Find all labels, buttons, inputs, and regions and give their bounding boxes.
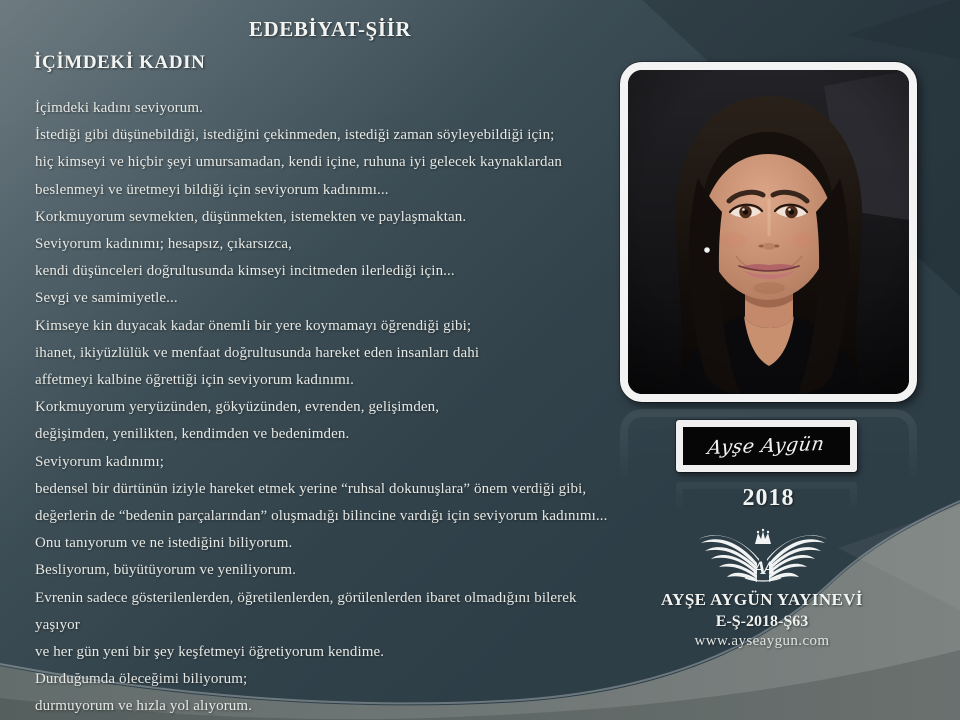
poem-line: ihanet, ikiyüzlülük ve menfaat doğrultusunda hareket eden insanları dahi [35,344,480,361]
poem-line: affetmeyi kalbine öğrettiği için seviyorum kadınımı. [35,372,355,389]
poem-line: Sevgi ve samimiyetle... [35,290,178,307]
poem-line: Seviyorum kadınımı; hesapsız, çıkarsızca, [35,236,292,253]
poem-line: hiç kimseyi ve hiçbir şeyi umursamadan, kendi içine, ruhuna iyi gelecek kaynaklardan [35,154,562,171]
poem-line: Seviyorum kadınımı; [35,453,164,470]
poem-text [35,95,640,720]
poem-line: Kimseye kin duyacak kadar önemli bir yere koymamayı öğrendiği gibi; [35,317,472,334]
publication-year: 2018 [742,485,795,511]
poem-line: Korkmuyorum sevmekten, düşünmekten, istemekten ve paylaşmaktan. [35,208,467,225]
poem-line: beslenmeyi ve üretmeyi bildiği için seviyorum kadınımı... [35,181,389,198]
logo-monogram: AA [753,558,773,579]
publisher-website: www.ayseaygun.com [694,633,830,649]
author-signature: Ayşe Aygün [706,432,827,460]
author-signature-plaque [676,420,857,472]
poem-line: Korkmuyorum yeryüzünden, gökyüzünden, evrenden, gelişimden, [35,399,440,416]
author-portrait-photo [620,62,917,402]
poem-line: Durduğumda öleceğimi biliyorum; [35,671,248,688]
poem-line: ve her gün yeni bir şey keşfetmeyi öğretiyorum kendime. [35,644,385,661]
category-title: EDEBİYAT-ŞİİR [248,17,412,41]
poem-line: kendi düşünceleri doğrultusunda kimseyi incitmeden ilerlediği için... [35,263,455,280]
poem-line: yaşıyor [35,616,80,633]
publisher-wings-logo-icon [697,527,829,587]
poem-line: değerlerin de “bedenin parçalarından” oluşmadığı bilincine vardığı için seviyorum kadınımı... [35,508,608,525]
poem-line: Evrenin sadece gösterilenlerden, öğretilenlerden, görülenlerden ibaret olmadığını bilerek [35,589,577,606]
publisher-name: AYŞE AYGÜN YAYINEVİ [661,590,863,609]
poem-line: değişimden, yenilikten, kendimden ve bedenimden. [35,426,350,443]
poem-line: Besliyorum, büyütüyorum ve yeniliyorum. [35,562,296,579]
poem-title: İÇİMDEKİ KADIN [34,52,206,73]
poem-line: İstediği gibi düşünebildiği, istediğini çekinmeden, istediği zaman söyleyebildiği için; [35,127,555,144]
poem-line: İçimdeki kadını seviyorum. [35,100,203,116]
catalog-code: E-Ş-2018-Ş63 [715,613,809,630]
portrait-illustration [628,70,909,394]
poem-line: durmuyorum ve hızla yol alıyorum. [35,698,253,715]
poem-line: bedensel bir dürtünün iziyle hareket etmek yerine “ruhsal dokunuşlara” önem verdiği gibi, [35,480,587,497]
poem-line: Onu tanıyorum ve ne istediğini biliyorum. [35,535,293,552]
